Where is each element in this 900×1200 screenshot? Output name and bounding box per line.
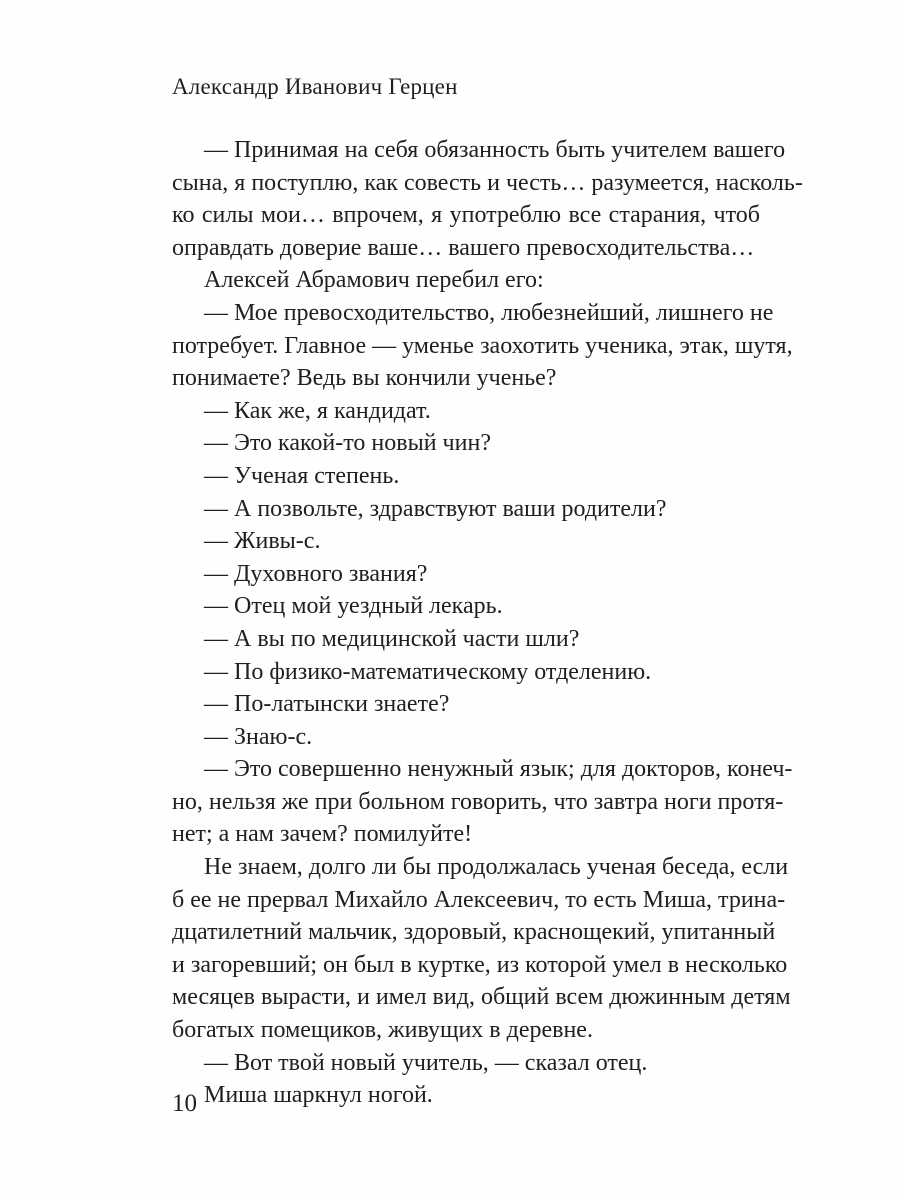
- text-line: — А вы по медицинской части шли?: [204, 625, 580, 652]
- text-line: — Это совершенно ненужный язык; для докторов, конеч-: [204, 756, 793, 783]
- text-line: потребует. Главное — уменье заохотить ученика, этак, шутя,: [172, 332, 793, 359]
- text-line: — Знаю-с.: [204, 723, 313, 750]
- body-text: [172, 134, 803, 1112]
- text-line: но, нельзя же при больном говорить, что завтра ноги протя-: [172, 788, 784, 815]
- text-line: — Мое превосходительство, любезнейший, лишнего не: [204, 299, 774, 326]
- text-line: месяцев вырасти, и имел вид, общий всем дюжинным детям: [172, 984, 791, 1011]
- text-line: Миша шаркнул ногой.: [204, 1082, 433, 1109]
- text-line: — Духовного звания?: [204, 560, 428, 587]
- text-line: и загоревший; он был в куртке, из которой умел в несколько: [172, 951, 788, 978]
- text-line: нет; а нам зачем? помилуйте!: [172, 821, 473, 848]
- text-line: — Вот твой новый учитель, — сказал отец.: [204, 1049, 648, 1076]
- text-line: Алексей Абрамович перебил его:: [204, 267, 544, 294]
- text-line: — Это какой-то новый чин?: [204, 430, 491, 457]
- text-line: Не знаем, долго ли бы продолжалась ученая беседа, если: [204, 854, 789, 881]
- page-number: 10: [172, 1090, 197, 1117]
- text-line: богатых помещиков, живущих в деревне.: [172, 1017, 593, 1044]
- text-line: — Ученая степень.: [204, 462, 400, 489]
- text-line: — По-латынски знаете?: [204, 691, 450, 718]
- text-line: — По физико-математическому отделению.: [204, 658, 652, 685]
- text-line: — Отец мой уездный лекарь.: [204, 593, 503, 620]
- text-line: — Живы-с.: [204, 528, 321, 555]
- text-line: дцатилетний мальчик, здоровый, краснощекий, упитанный: [172, 919, 776, 946]
- text-line: понимаете? Ведь вы кончили ученье?: [172, 365, 557, 392]
- text-line: сына, я поступлю, как совесть и честь… разумеется, насколь-: [172, 169, 803, 196]
- text-line: — Как же, я кандидат.: [204, 397, 431, 424]
- running-head: Александр Иванович Герцен: [172, 74, 458, 99]
- text-line: б ее не прервал Михайло Алексеевич, то есть Миша, трина-: [172, 886, 786, 913]
- text-line: — А позвольте, здравствуют ваши родители?: [204, 495, 667, 522]
- text-line: ко силы мои… впрочем, я употреблю все старания, чтоб: [172, 202, 760, 229]
- text-line: — Принимая на себя обязанность быть учителем вашего: [204, 137, 786, 163]
- text-line: оправдать доверие ваше… вашего превосходительства…: [172, 234, 755, 261]
